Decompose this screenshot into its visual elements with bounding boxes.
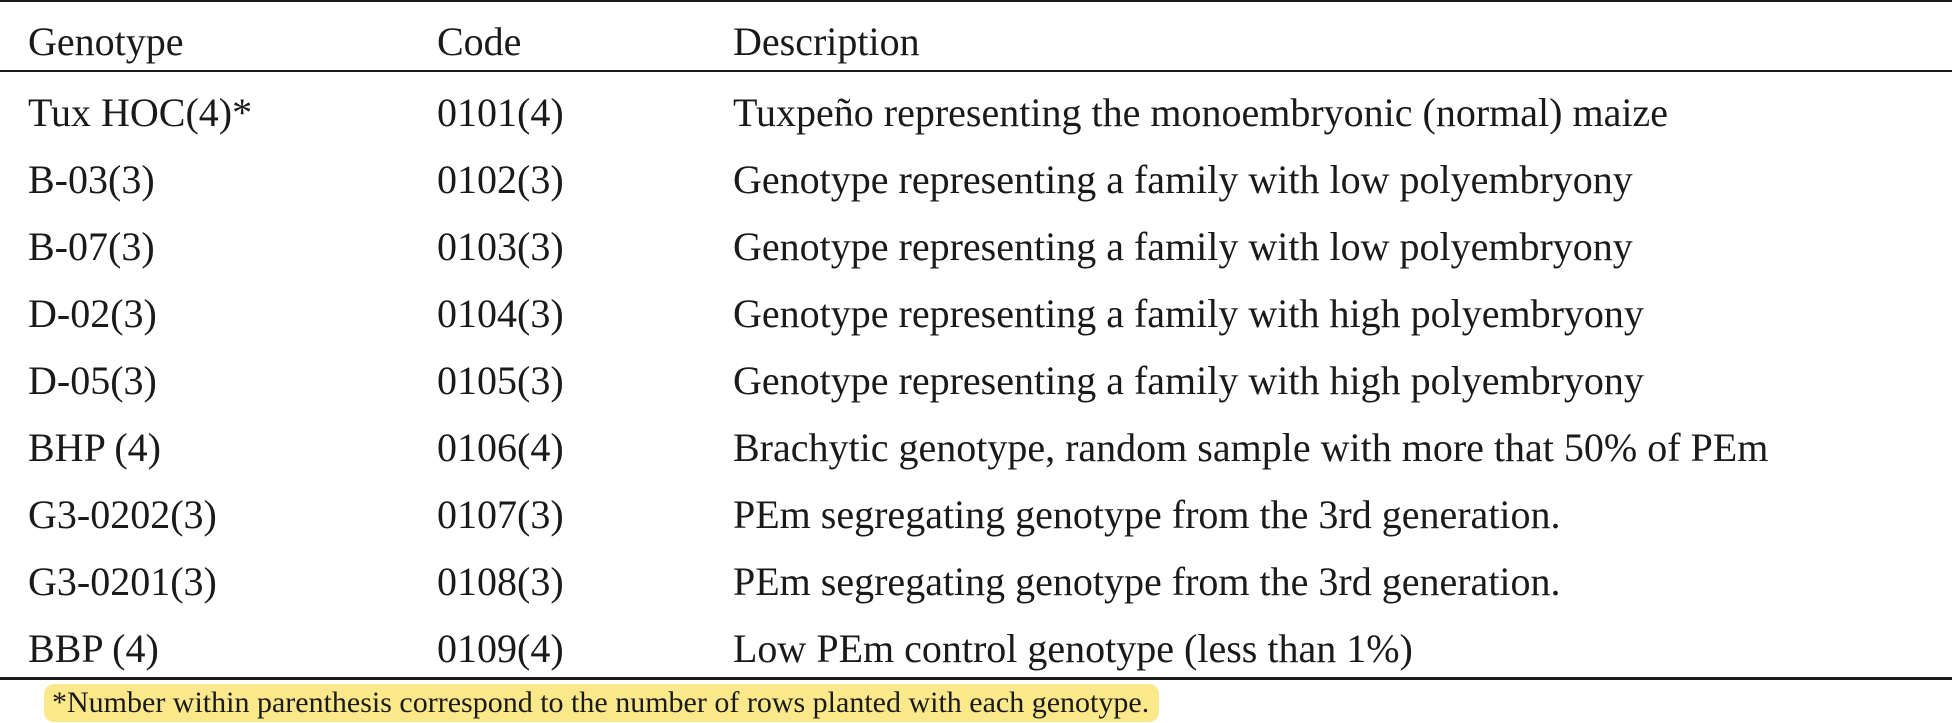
table-footnote: *Number within parenthesis correspond to the number of rows planted with each genotype. xyxy=(44,684,1159,722)
table-header-row xyxy=(0,8,1952,75)
cell-description: Genotype representing a family with low polyembryony xyxy=(733,157,1633,202)
cell-genotype: B-03(3) xyxy=(28,157,155,202)
cell-code: 0106(4) xyxy=(437,425,564,470)
table-row xyxy=(0,414,1952,481)
cell-description: Brachytic genotype, random sample with more that 50% of PEm xyxy=(733,425,1769,470)
cell-code: 0101(4) xyxy=(437,90,564,135)
header-description: Description xyxy=(733,19,920,64)
cell-code: 0105(3) xyxy=(437,358,564,403)
cell-genotype: B-07(3) xyxy=(28,224,155,269)
cell-description: Tuxpeño representing the monoembryonic (normal) maize xyxy=(733,90,1668,135)
cell-description: Low PEm control genotype (less than 1%) xyxy=(733,626,1413,671)
cell-description: Genotype representing a family with high polyembryony xyxy=(733,358,1644,403)
table-header-rule xyxy=(0,70,1952,72)
cell-description: PEm segregating genotype from the 3rd generation. xyxy=(733,492,1561,537)
cell-genotype: BBP (4) xyxy=(28,626,159,671)
table-row xyxy=(0,615,1952,682)
table-row xyxy=(0,213,1952,280)
cell-genotype: G3-0202(3) xyxy=(28,492,217,537)
header-genotype: Genotype xyxy=(28,19,184,64)
cell-code: 0104(3) xyxy=(437,291,564,336)
cell-description: Genotype representing a family with low polyembryony xyxy=(733,224,1633,269)
table-bottom-rule xyxy=(0,677,1952,680)
table-row xyxy=(0,548,1952,615)
table-row xyxy=(0,146,1952,213)
table-top-rule xyxy=(0,0,1952,2)
cell-genotype: D-02(3) xyxy=(28,291,157,336)
cell-code: 0102(3) xyxy=(437,157,564,202)
table-row xyxy=(0,280,1952,347)
table-row xyxy=(0,347,1952,414)
cell-code: 0103(3) xyxy=(437,224,564,269)
cell-genotype: D-05(3) xyxy=(28,358,157,403)
cell-code: 0108(3) xyxy=(437,559,564,604)
cell-genotype: Tux HOC(4)* xyxy=(28,90,253,135)
cell-genotype: G3-0201(3) xyxy=(28,559,217,604)
cell-description: PEm segregating genotype from the 3rd generation. xyxy=(733,559,1561,604)
table-row xyxy=(0,79,1952,146)
cell-description: Genotype representing a family with high polyembryony xyxy=(733,291,1644,336)
cell-code: 0107(3) xyxy=(437,492,564,537)
cell-genotype: BHP (4) xyxy=(28,425,161,470)
cell-code: 0109(4) xyxy=(437,626,564,671)
header-code: Code xyxy=(437,19,522,64)
table-row xyxy=(0,481,1952,548)
